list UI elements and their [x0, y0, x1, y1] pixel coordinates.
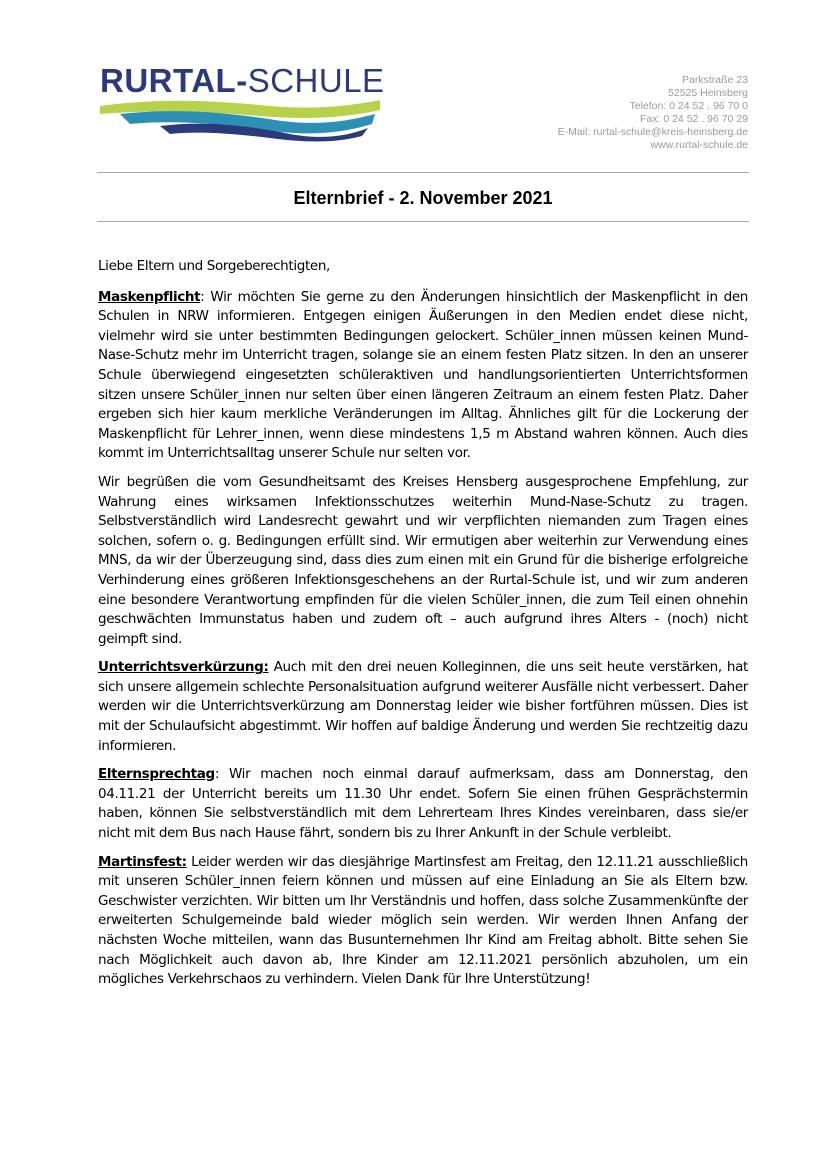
- paragraph-maskenpflicht: [98, 288, 748, 464]
- address-email[interactable]: E-Mail: rurtal-schule@kreis-heinsberg.de: [557, 126, 748, 138]
- letter-body: [98, 257, 748, 999]
- heading-separator: :: [200, 288, 205, 305]
- paragraph-text: Wir begrüßen die vom Gesundheitsamt des Kreises Hensberg ausgesprochene Empfehlung, zur Wahrung eines wirksamen Infektionsschutzes weiterhin Mund-Nase-Schutz zu tragen. Selbstverständlich wird Landesrecht gewahrt und wir verpflichten niemanden zum Tragen eines solchen, sofern o. g. Bedingungen erfüllt sind. Wir ermutigen aber weiterhin zur Verwendung eines MNS, da wir der Überzeugung sind, dass dies zum einen mit ein Grund für die bisherige erfolgreiche Verhinderung eines größeren Infektionsgeschehens an der Rurtal-Schule ist, und wir zum anderen eine besondere Verantwortung empfinden für die vielen Schüler_innen, die zum Teil einen ohnehin geschwächten Immunstatus haben und zudem oft – auch aufgrund ihres Alters - (noch) nicht geimpft sind.: [98, 473, 748, 647]
- bottom-divider: [97, 221, 749, 222]
- heading-maskenpflicht: Maskenpflicht: [98, 288, 201, 305]
- address-fax: Fax: 0 24 52 . 96 70 29: [640, 113, 748, 125]
- greeting: Liebe Eltern und Sorgeberechtigten,: [98, 258, 330, 274]
- heading-unterrichtsverkuerzung: Unterrichtsverkürzung:: [98, 659, 269, 676]
- heading-elternsprechtag: Elternsprechtag: [98, 766, 215, 783]
- address-phone: Telefon: 0 24 52 . 96 70 0: [629, 100, 748, 112]
- paragraph-elternsprechtag: [98, 765, 748, 843]
- heading-martinsfest: Martinsfest:: [98, 853, 187, 870]
- address-city: 52525 Heinsberg: [668, 87, 748, 99]
- logo-name-regular: SCHULE: [247, 62, 385, 99]
- paragraph-martinsfest: [98, 853, 748, 990]
- letter-title: Elternbrief - 2. November 2021: [293, 188, 553, 208]
- paragraph-empfehlung: [98, 473, 748, 649]
- top-divider: [97, 172, 749, 173]
- heading-separator: :: [214, 766, 220, 783]
- paragraph-unterrichtsverkuerzung: [98, 658, 748, 756]
- paragraph-text: Auch mit den drei neuen Kolleginnen, die uns seit heute verstärken, hat sich unsere allgemein schlechte Personalsituation aufgrund weiterer Ausfälle nicht verbessert. Daher werden wir die Unterrichtsverkürzung am Donnerstag leider wie bisher fortführen müssen. Dies ist mit der Schulaufsicht abgestimmt. Wir hoffen auf baldige Änderung und werden Sie rechtzeitig dazu informieren.: [98, 659, 748, 754]
- school-logo: [100, 62, 385, 142]
- address-block: [558, 74, 748, 152]
- paragraph-text: Leider werden wir das diesjährige Martinsfest am Freitag, den 12.11.21 ausschließlich mit unseren Schüler_innen feiern können und müssen auf eine Einladung an Sie als Eltern bzw. Geschwister verzichten. Wir bitten um Ihr Verständnis und hoffen, dass solche Zusammenkünfte der erweiterten Schulgemeinde bald wieder möglich sein werden. Wir werden Ihnen Anfang der nächsten Woche mitteilen, wann das Busunternehmen Ihr Kind am Freitag abholt. Bitte sehen Sie nach Möglichkeit auch davon ab, Ihre Kinder am 12.11.2021 persönlich abzuholen, um ein mögliches Verkehrschaos zu verhindern. Vielen Dank für Ihre Unterstützung!: [98, 853, 748, 988]
- logo-wave-icon: [100, 96, 380, 142]
- paragraph-text: Wir möchten Sie gerne zu den Änderungen hinsichtlich der Maskenpflicht in den Schulen in NRW informieren. Entgegen einigen Äußerungen in den Medien endet diese nicht, vielmehr wird sie unter bestimmten Bedingungen gelockert. Schüler_innen müssen keinen Mund-Nase-Schutz mehr im Unterricht tragen, solange sie an einem festen Platz sitzen. In den an unserer Schule überwiegend eingesetzten schüleraktiven und handlungsorientierten Unterrichtsformen sitzen unsere Schüler_innen nur selten über einen längeren Zeitraum an einem festen Platz. Daher ergeben sich hier kaum merkliche Veränderungen im Alltag. Ähnliches gilt für die Lockerung der Maskenpflicht für Lehrer_innen, wenn diese mindestens 1,5 m Abstand wahren können. Auch dies kommt im Unterrichtsalltag unserer Schule nur selten vor.: [98, 288, 748, 462]
- paragraph-text: Wir machen noch einmal darauf aufmerksam, dass am Donnerstag, den 04.11.21 der Unterricht bereits um 11.30 Uhr endet. Sofern Sie einen frühen Gesprächstermin haben, können Sie selbstverständlich mit dem Lehrerteam Ihres Kindes vereinbaren, dass sie/er nicht mit dem Bus nach Hause fährt, sondern bis zu Ihrer Ankunft in der Schule verbleibt.: [98, 766, 748, 842]
- logo-name-bold: RURTAL-: [100, 62, 248, 99]
- address-street: Parkstraße 23: [682, 74, 748, 86]
- logo-wordmark: [100, 62, 385, 100]
- address-web[interactable]: www.rurtal-schule.de: [650, 139, 748, 151]
